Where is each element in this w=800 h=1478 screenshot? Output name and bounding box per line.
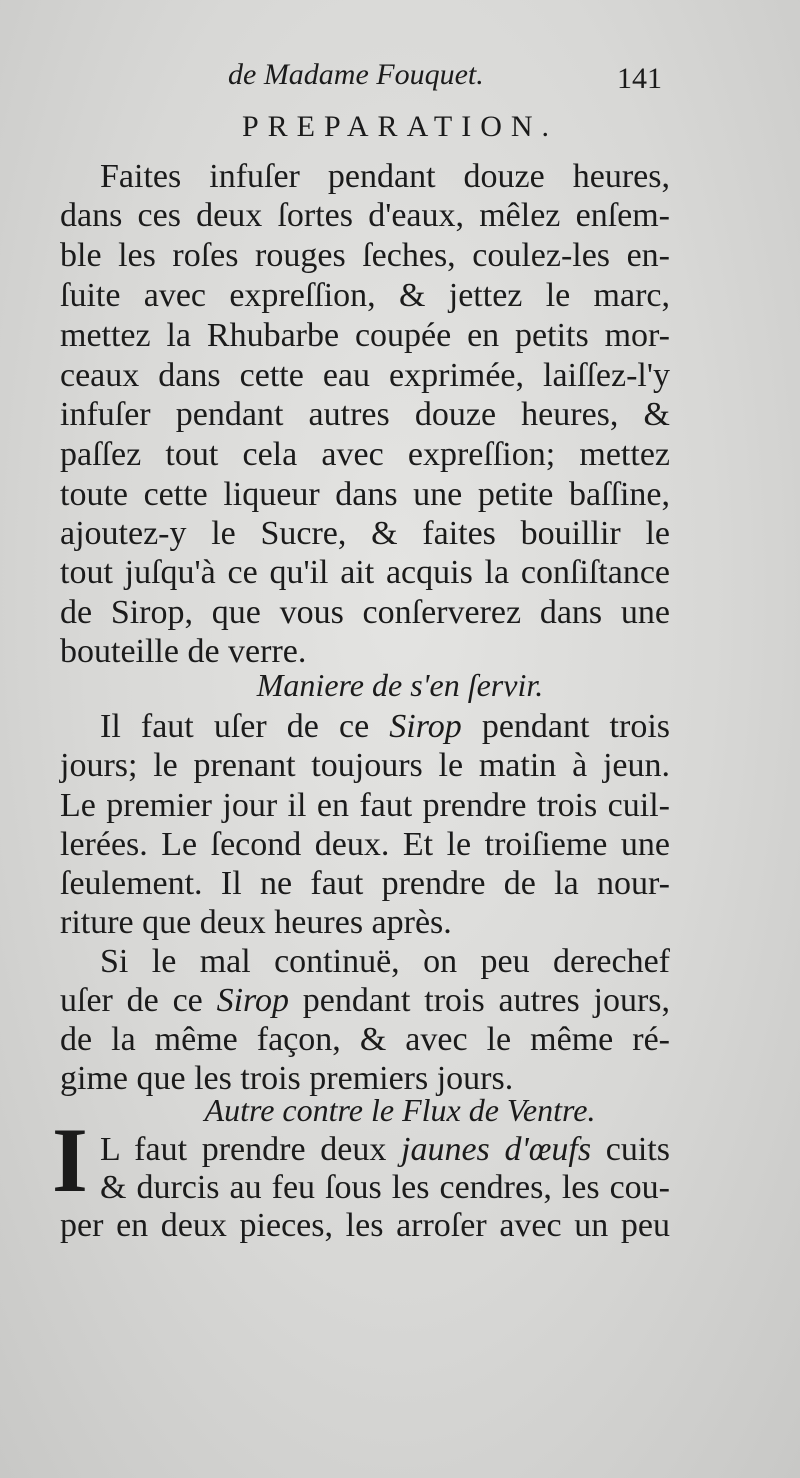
running-header (0, 58, 800, 98)
text-line: Il faut uſer de ce Sirop pendant trois (100, 708, 671, 745)
text-line: toute cette liqueur dans une petite baſſine, (60, 476, 670, 513)
text-line: ceaux dans cette eau exprimée, laiſſez-l'y (60, 357, 670, 394)
text-line: dans ces deux ſortes d'eaux, mêlez enſem- (60, 197, 670, 234)
drop-cap-initial: I (52, 1109, 88, 1211)
text-line: ajoutez-y le Sucre, & faites bouillir le (60, 515, 670, 552)
text-line: paſſez tout cela avec expreſſion; mettez (60, 436, 670, 473)
text-line: Le premier jour il en faut prendre trois cuil- (60, 787, 670, 824)
text-line: jours; le prenant toujours le matin à jeun. (60, 747, 670, 784)
text-line: lerées. Le ſecond deux. Et le troiſieme une (60, 826, 670, 863)
text-line: ſeulement. Il ne faut prendre de la nour- (60, 865, 670, 902)
page-number: 141 (617, 62, 662, 95)
text-line: per en deux pieces, les arroſer avec un peu (60, 1207, 670, 1244)
text-line: de Sirop, que vous conſerverez dans une (60, 594, 670, 631)
running-title: de Madame Fouquet. (228, 58, 484, 91)
text-line: gime que les trois premiers jours. (60, 1060, 514, 1097)
text-line: & durcis au feu ſous les cendres, les cou- (100, 1169, 670, 1206)
text-line: L faut prendre deux jaunes d'œufs cuits (100, 1131, 670, 1168)
text-line: Si le mal continuë, on peu derechef (100, 943, 670, 980)
text-line: ble les roſes rouges ſeches, coulez-les en- (60, 237, 670, 274)
text-line: riture que deux heures après. (60, 904, 452, 941)
section-heading-usage: Maniere de s'en ſervir. (256, 667, 544, 703)
section-heading-remedy: Autre contre le Flux de Ventre. (204, 1092, 596, 1128)
text-line: Faites infuſer pendant douze heures, (100, 158, 670, 195)
text-line: bouteille de verre. (60, 633, 307, 670)
text-line: mettez la Rhubarbe coupée en petits mor- (60, 317, 670, 354)
text-line: infuſer pendant autres douze heures, & (60, 396, 670, 433)
text-line: de la même façon, & avec le même ré- (60, 1021, 670, 1058)
section-heading-preparation: PREPARATION. (241, 110, 559, 143)
text-line: uſer de ce Sirop pendant trois autres jours, (60, 982, 670, 1019)
text-line: tout juſqu'à ce qu'il ait acquis la conſiſtance (60, 554, 670, 591)
text-line: ſuite avec expreſſion, & jettez le marc, (60, 277, 670, 314)
